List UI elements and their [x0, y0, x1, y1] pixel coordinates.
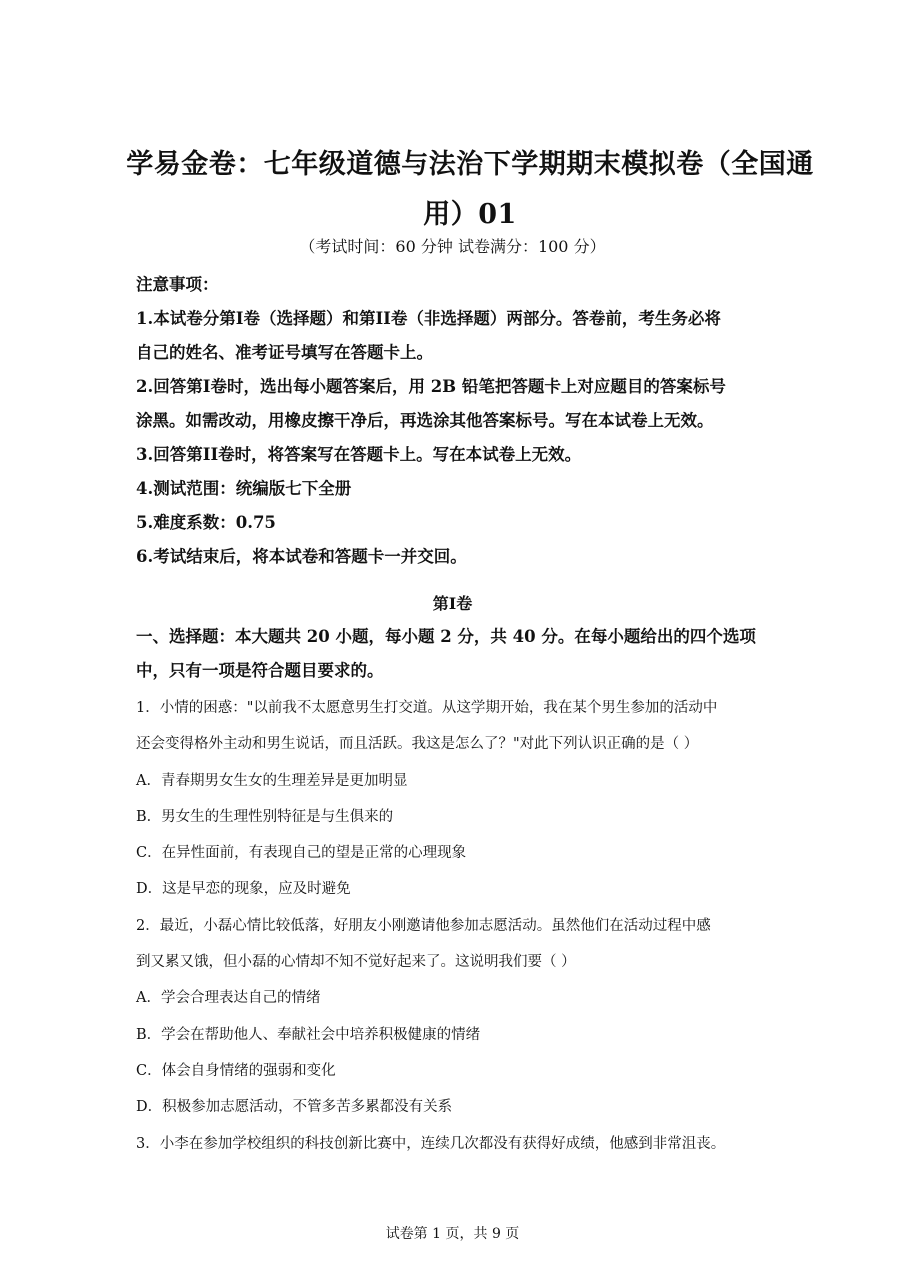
option-text: B．学会在帮助他人、奉献社会中培养积极健康的情绪	[136, 1026, 481, 1043]
option-text: D．积极参加志愿活动，不管多苦多累都没有关系	[136, 1099, 453, 1116]
note-line: 5.难度系数：0.75	[136, 513, 276, 532]
option-text: D．这是早恋的现象，应及时避免	[136, 881, 351, 898]
section-instruction: 一、选择题：本大题共 20 小题，每小题 2 分，共 40 分。在每小题给出的四个选项中，只有一项是符合题目要求的。	[136, 627, 756, 680]
note-line: 1.本试卷分第I卷（选择题）和第II卷（非选择题）两部分。答卷前，考生务必将	[136, 309, 721, 328]
question-text: 到又累又饿，但小磊的心情却不知不觉好起来了。这说明我们要（ ）	[136, 954, 576, 971]
option-text: A．青春期男女生女的生理差异是更加明显	[136, 772, 408, 789]
exam-info: （考试时间：60 分钟 试卷满分：100 分）	[299, 237, 606, 256]
option-text: A．学会合理表达自己的情绪	[136, 990, 321, 1007]
questions-block	[136, 690, 786, 1162]
note-line: 自己的姓名、准考证号填写在答题卡上。	[136, 343, 433, 362]
question-text: 3．小李在参加学校组织的科技创新比赛中，连续几次都没有获得好成绩，他感到非常沮丧。	[136, 1135, 726, 1152]
question-text: 还会变得格外主动和男生说话，而且活跃。我这是怎么了？"对此下列认识正确的是（ ）	[136, 736, 699, 753]
question-text: 1．小情的困惑："以前我不太愿意男生打交道。从这学期开始，我在某个男生参加的活动中	[136, 700, 718, 716]
note-line: 3.回答第II卷时，将答案写在答题卡上。写在本试卷上无效。	[136, 445, 582, 464]
option-text: B．男女生的生理性别特征是与生俱来的	[136, 808, 394, 825]
option-text: C．体会自身情绪的强弱和变化	[136, 1062, 336, 1079]
note-line: 6.考试结束后，将本试卷和答题卡一并交回。	[136, 547, 467, 566]
notes-heading: 注意事项：	[136, 275, 219, 294]
question-text: 2．最近，小磊心情比较低落，好朋友小刚邀请他参加志愿活动。虽然他们在活动过程中感	[136, 917, 711, 934]
note-line: 涂黑。如需改动，用橡皮擦干净后，再选涂其他答案标号。写在本试卷上无效。	[136, 411, 714, 430]
note-line: 4.测试范围：统编版七下全册	[136, 479, 352, 498]
document-title: 学易金卷：七年级道德与法治下学期期末模拟卷（全国通用）01	[126, 149, 814, 230]
section-title: 第I卷	[432, 594, 473, 613]
option-text: C．在异性面前，有表现自己的望是正常的心理现象	[136, 845, 467, 862]
page-footer: 试卷第 1 页，共 9 页	[385, 1226, 520, 1242]
notes-block	[136, 268, 786, 574]
note-line: 2.回答第I卷时，选出每小题答案后，用 2B 铅笔把答题卡上对应题目的答案标号	[136, 377, 726, 396]
